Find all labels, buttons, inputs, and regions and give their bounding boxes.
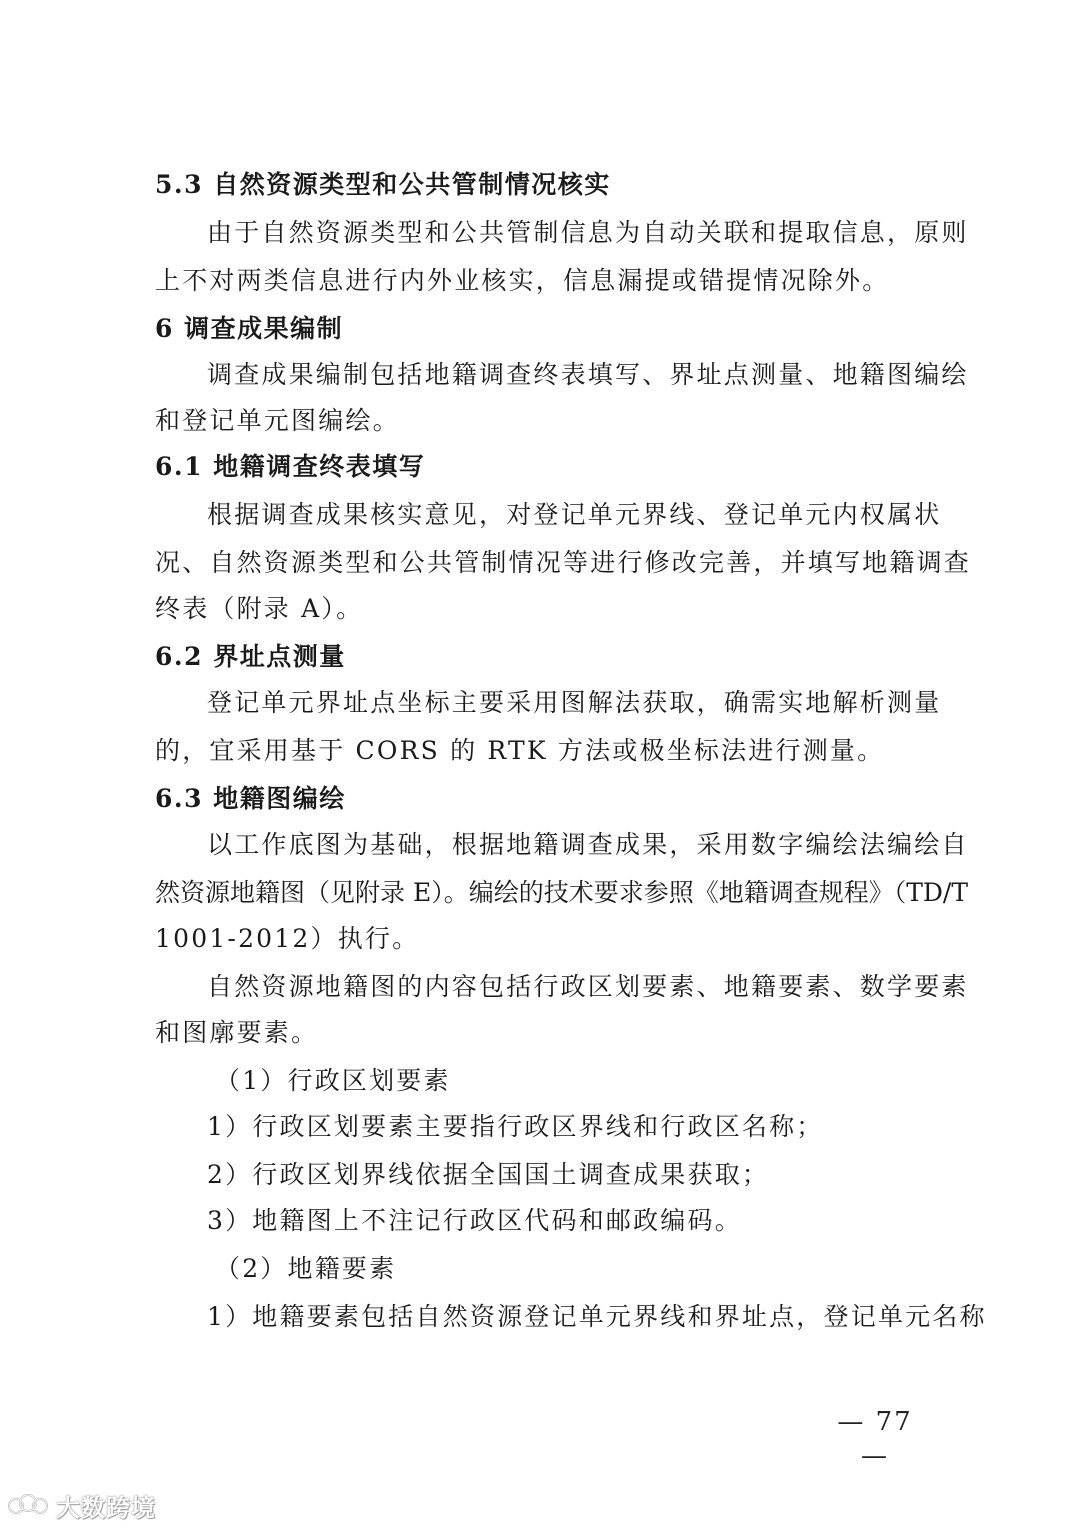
- list-item: 2）行政区划界线依据全国国土调查成果获取；: [207, 1160, 770, 1189]
- list-item: 1）行政区划要素主要指行政区界线和行政区名称；: [207, 1112, 824, 1141]
- paragraph-line: 和图廓要素。: [155, 1018, 319, 1047]
- paragraph-line: 终表（附录 A）。: [155, 594, 364, 623]
- paragraph-line: 和登记单元图编绘。: [155, 406, 400, 435]
- list-heading: （1）行政区划要素: [215, 1066, 451, 1095]
- list-heading: （2）地籍要素: [215, 1254, 397, 1283]
- list-item: 3）地籍图上不注记行政区代码和邮政编码。: [207, 1206, 742, 1235]
- paragraph-line: 调查成果编制包括地籍调查终表填写、界址点测量、地籍图编绘: [207, 360, 969, 389]
- watermark-text: 大数跨境: [56, 1493, 156, 1522]
- paragraph-line: 况、自然资源类型和公共管制情况等进行修改完善，并填写地籍调查: [155, 548, 972, 577]
- paragraph-line: 根据调查成果核实意见，对登记单元界线、登记单元内权属状: [207, 500, 942, 529]
- paragraph-line: 由于自然资源类型和公共管制信息为自动关联和提取信息，原则: [207, 218, 969, 247]
- section-heading-6-2: 6.2 界址点测量: [155, 642, 346, 671]
- section-heading-5-3: 5.3 自然资源类型和公共管制情况核实: [155, 170, 611, 199]
- paragraph-line: 的，宜采用基于 CORS 的 RTK 方法或极坐标法进行测量。: [155, 736, 885, 765]
- section-heading-6-3: 6.3 地籍图编绘: [155, 784, 346, 813]
- paragraph-line: 登记单元界址点坐标主要采用图解法获取，确需实地解析测量: [207, 688, 942, 717]
- watermark: [6, 1488, 156, 1522]
- paragraph-line: 以工作底图为基础，根据地籍调查成果，采用数字编绘法编绘自: [207, 830, 969, 859]
- list-item: 1）地籍要素包括自然资源登记单元界线和界址点，登记单元名称: [207, 1302, 987, 1331]
- page-number: — 77 —: [837, 1407, 913, 1471]
- paragraph-line: 自然资源地籍图的内容包括行政区划要素、地籍要素、数学要素: [207, 972, 969, 1001]
- paragraph-line: 上不对两类信息进行内外业核实，信息漏提或错提情况除外。: [155, 266, 890, 295]
- paragraph-line: 1001-2012）执行。: [155, 924, 420, 953]
- section-heading-6-1: 6.1 地籍调查终表填写: [155, 452, 426, 481]
- watermark-logo-icon: [6, 1490, 50, 1520]
- paragraph-line: 然资源地籍图（见附录 E）。编绘的技术要求参照《地籍调查规程》（TD/T: [155, 878, 969, 907]
- section-heading-6: 6 调查成果编制: [155, 314, 344, 343]
